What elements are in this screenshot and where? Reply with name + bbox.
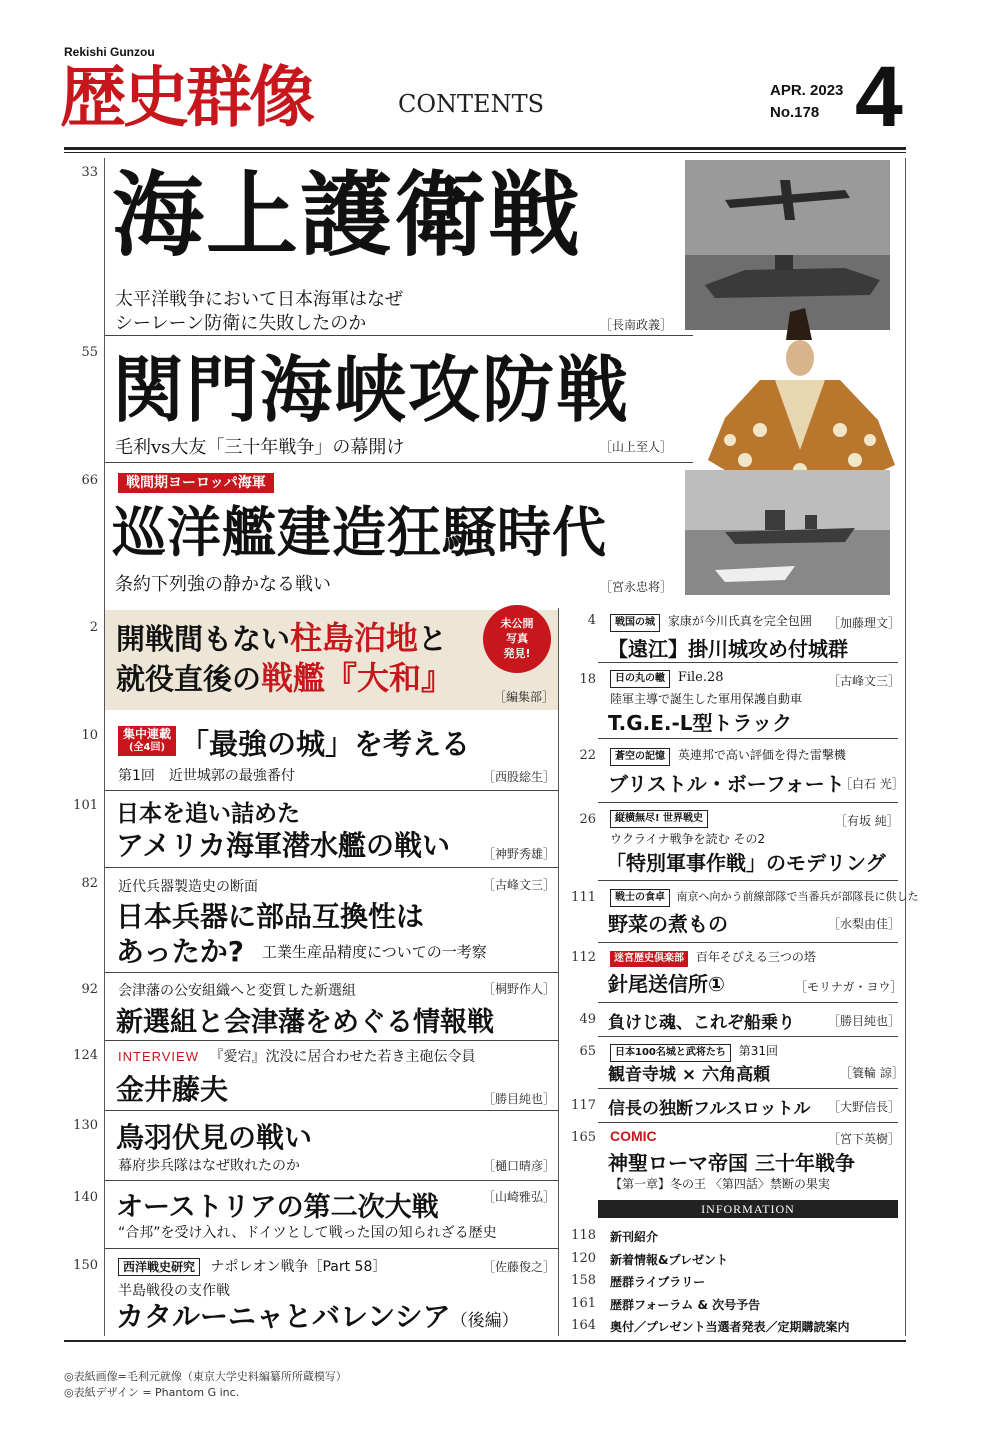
author-credit: ［山崎雅弘］ xyxy=(483,1190,556,1204)
article-pre: 近代兵器製造史の断面 xyxy=(118,879,258,895)
article-pre: 百年そびえる三つの塔 xyxy=(695,950,816,964)
series-tag-sub: (全4回) xyxy=(128,742,166,753)
separator xyxy=(105,1040,558,1041)
article-title[interactable]: 日本兵器に部品互換性は xyxy=(116,900,425,933)
interview-row xyxy=(118,1046,475,1066)
separator xyxy=(598,1036,898,1037)
separator xyxy=(105,1180,558,1181)
separator xyxy=(598,802,898,803)
page-number: 165 xyxy=(571,1130,596,1145)
article-title[interactable]: 針尾送信所① xyxy=(608,972,725,996)
author-credit: ［勝目純也］ xyxy=(483,1092,556,1106)
article-pre-row xyxy=(610,948,816,967)
new-photo-badge xyxy=(483,605,551,673)
section-tag: 日の丸の轍 xyxy=(610,670,670,688)
masthead-romaji: Rekishi Gunzou xyxy=(64,45,155,59)
page-number: 92 xyxy=(81,982,98,997)
article-title[interactable]: 観音寺城 × 六角高頼 xyxy=(608,1065,771,1085)
section-tag: 日本100名城と武将たち xyxy=(610,1044,731,1062)
author-credit: ［山上至人］ xyxy=(600,440,673,454)
page-number: 140 xyxy=(73,1190,98,1205)
separator xyxy=(105,1248,558,1249)
article-pre-row xyxy=(610,888,919,907)
article-pre: 会津藩の公安組織へと変質した新選組 xyxy=(118,983,356,999)
footer-design-credit: ◎表紙デザイン = Phantom G inc. xyxy=(64,1386,240,1399)
author-credit: ［長南政義］ xyxy=(600,318,673,332)
separator xyxy=(105,335,693,336)
article-title[interactable]: アメリカ海軍潜水艦の戦い xyxy=(116,829,451,862)
article-title[interactable]: T.G.E.-L型トラック xyxy=(608,711,793,735)
article-title: カタルーニャとバレンシア xyxy=(116,1300,451,1333)
page-number: 4 xyxy=(587,613,596,628)
page-number: 66 xyxy=(81,473,98,488)
page-number: 55 xyxy=(81,345,98,360)
separator xyxy=(598,662,898,663)
info-item[interactable]: 奥付／プレゼント当選者発表／定期購読案内 xyxy=(610,1320,850,1334)
article-title[interactable]: 「最強の城」を考える xyxy=(180,727,471,761)
page-number: 49 xyxy=(579,1012,596,1027)
separator xyxy=(105,790,558,791)
feature-title[interactable]: 巡洋艦建造狂騒時代 xyxy=(112,500,607,564)
article-pre-row xyxy=(610,810,708,828)
page-number: 82 xyxy=(81,876,98,891)
section-tag: 縦横無尽! 世界戦史 xyxy=(610,810,708,828)
author-credit: ［有坂 純］ xyxy=(835,814,899,828)
author-credit: ［宮下英樹］ xyxy=(828,1132,901,1146)
page-number: 112 xyxy=(571,950,596,965)
page-number: 10 xyxy=(81,728,98,743)
separator xyxy=(105,972,558,973)
page-number: 18 xyxy=(579,672,596,687)
feature-subtitle: 条約下列強の静かなる戦い xyxy=(115,574,331,595)
page-number: 111 xyxy=(571,890,596,905)
page-number: 158 xyxy=(571,1273,596,1288)
page-number: 161 xyxy=(571,1296,596,1311)
special-text: 開戦間もない xyxy=(116,622,291,656)
column-divider xyxy=(558,608,559,1336)
separator xyxy=(598,942,898,943)
page-number: 150 xyxy=(73,1258,98,1273)
portrait-illustration xyxy=(700,300,900,490)
separator xyxy=(598,738,898,739)
separator xyxy=(598,1088,898,1089)
page-number: 22 xyxy=(579,748,596,763)
special-title-line1 xyxy=(116,618,447,659)
article-pre: ナポレオン戦争［Part 58］ xyxy=(210,1259,387,1275)
article-subtitle: 半島戦役の支作戦 xyxy=(118,1283,230,1299)
section-tag: 戦士の食卓 xyxy=(610,889,670,907)
page-number: 65 xyxy=(579,1044,596,1059)
author-credit: ［桐野作人］ xyxy=(483,982,556,996)
article-pre: 南京へ向かう前線部隊で当番兵が部隊長に供した xyxy=(676,890,919,903)
author-credit: ［古峰文三］ xyxy=(483,878,556,892)
masthead-rule xyxy=(64,147,906,150)
article-subtitle: 陸軍主導で誕生した軍用保護自動車 xyxy=(610,692,803,706)
author-credit: ［大野信長］ xyxy=(828,1100,901,1114)
special-highlight: 戦艦『大和』 xyxy=(261,659,454,697)
article-title[interactable]: 新選組と会津藩をめぐる情報戦 xyxy=(116,1007,494,1038)
article-title[interactable]: ブリストル・ボーフォート xyxy=(608,772,845,796)
page-number: 124 xyxy=(73,1048,98,1063)
masthead-rule-thin xyxy=(64,152,906,153)
issue-number: No.178 xyxy=(770,104,820,121)
article-title[interactable]: 神聖ローマ帝国 三十年戦争 xyxy=(608,1151,855,1175)
section-tag: 戦国の城 xyxy=(610,614,660,632)
comic-kicker: COMIC xyxy=(610,1128,657,1144)
article-title[interactable]: オーストリアの第二次大戦 xyxy=(116,1192,439,1223)
separator xyxy=(105,1110,558,1111)
article-pre-row xyxy=(610,670,724,688)
article-pre: 家康が今川氏真を完全包囲 xyxy=(667,614,812,628)
interview-kicker: INTERVIEW xyxy=(118,1049,199,1064)
masthead-logo: 歴史群像 xyxy=(60,59,312,136)
author-credit: ［西股総生］ xyxy=(483,770,556,784)
author-credit: ［白石 光］ xyxy=(840,777,904,791)
page-number: 101 xyxy=(73,798,98,813)
page-number: 117 xyxy=(571,1098,596,1113)
article-title[interactable]: 負けじ魂、これぞ船乗り xyxy=(608,1013,795,1033)
article-pre: 第31回 xyxy=(738,1044,778,1058)
series-tag-label xyxy=(118,726,176,756)
author-credit: ［佐藤俊之］ xyxy=(483,1260,556,1274)
author-credit: ［樋口晴彦］ xyxy=(483,1159,556,1173)
page-number: 26 xyxy=(579,812,596,827)
feature-tag-label: 戦間期ヨーロッパ海軍 xyxy=(118,473,274,493)
badge-text: 未公開 xyxy=(500,617,534,630)
special-text: 就役直後の xyxy=(116,662,262,696)
badge-text: 発見! xyxy=(503,647,531,660)
author-credit: ［モリナガ・ヨウ］ xyxy=(795,980,903,994)
author-credit: ［簑輪 諒］ xyxy=(840,1066,904,1080)
article-pre: 英連邦で高い評価を得た雷撃機 xyxy=(677,748,846,762)
issue-big-number: 4 xyxy=(855,49,903,145)
section-tag: 蒼空の記憶 xyxy=(610,748,670,766)
article-title-row[interactable] xyxy=(116,1295,519,1335)
article-title[interactable]: 信長の独断フルスロットル xyxy=(608,1099,811,1119)
series-tag-text: 集中連載 xyxy=(123,727,172,741)
contents-label: CONTENTS xyxy=(398,90,545,118)
page-number: 130 xyxy=(73,1118,98,1133)
article-pre-row xyxy=(610,1042,778,1062)
info-item[interactable]: 歴群フォーラム & 次号予告 xyxy=(610,1298,761,1312)
article-title[interactable]: 「特別軍事作戦」のモデリング xyxy=(606,851,886,875)
article-title[interactable]: あったか? xyxy=(116,935,244,968)
article-title[interactable]: 日本を追い詰めた xyxy=(116,801,300,827)
info-item[interactable]: 新着情報&プレゼント xyxy=(610,1253,728,1267)
special-title-line2 xyxy=(116,658,453,699)
information-header: INFORMATION xyxy=(598,1200,898,1218)
info-item[interactable]: 新刊紹介 xyxy=(610,1230,659,1244)
separator xyxy=(598,1002,898,1003)
author-credit: ［水梨由佳］ xyxy=(828,917,901,931)
page-number: 120 xyxy=(571,1251,596,1266)
series-tag xyxy=(118,726,176,756)
harbor-cruiser-photo xyxy=(685,470,890,595)
footer-cover-credit: ◎表紙画像=毛利元就像（東京大学史料編纂所所蔵模写） xyxy=(64,1370,347,1383)
article-pre: 『愛宕』沈没に居合わせた若き主砲伝令員 xyxy=(209,1049,476,1065)
article-pre-row xyxy=(118,1256,386,1276)
author-credit: ［宮永忠将］ xyxy=(600,580,673,594)
feature-tag xyxy=(118,472,274,493)
article-pre-row xyxy=(610,746,846,766)
frame-right xyxy=(905,158,906,1336)
article-pre-row xyxy=(610,612,812,632)
author-credit: ［古峰文三］ xyxy=(828,674,901,688)
separator xyxy=(105,867,558,868)
page-number: 33 xyxy=(81,165,98,180)
info-item[interactable]: 歴群ライブラリー xyxy=(610,1275,706,1289)
article-subtitle: 第1回 近世城郭の最強番付 xyxy=(118,768,295,784)
article-title-suffix: （後編） xyxy=(450,1311,519,1331)
section-tag: 西洋戦史研究 xyxy=(118,1258,200,1276)
article-title[interactable]: 【遠江】掛川城攻め付城群 xyxy=(608,637,848,661)
feature-title[interactable]: 関門海峡攻防戦 xyxy=(112,347,631,432)
article-pre: File.28 xyxy=(677,670,724,685)
article-title[interactable]: 金井藤夫 xyxy=(116,1073,229,1106)
article-subtitle: 工業生産品精度についての一考察 xyxy=(262,943,487,961)
section-tag: 迷宮歴史倶楽部 xyxy=(610,951,688,967)
article-title[interactable]: 野菜の煮もの xyxy=(608,912,728,936)
author-credit: ［神野秀雄］ xyxy=(483,847,556,861)
feature-subtitle: 太平洋戦争において日本海軍はなぜ xyxy=(115,289,403,310)
author-credit: ［勝目純也］ xyxy=(828,1014,901,1028)
article-subtitle: “合邦”を受け入れ、ドイツとして戦った国の知られざる歴史 xyxy=(118,1225,497,1241)
article-subtitle: 【第一章】冬の王 〈第四話〉禁断の果実 xyxy=(610,1177,830,1191)
author-credit: ［編集部］ xyxy=(494,690,555,704)
article-subtitle: ウクライナ戦争を読む その2 xyxy=(610,832,766,846)
author-credit: ［加藤理文］ xyxy=(828,616,901,630)
feature-subtitle: シーレーン防衛に失敗したのか xyxy=(115,313,367,334)
page-number: 164 xyxy=(571,1318,596,1333)
bottom-rule xyxy=(64,1340,906,1342)
page-number: 2 xyxy=(89,620,98,635)
special-text: と xyxy=(418,622,448,656)
separator xyxy=(105,462,693,463)
special-highlight: 柱島泊地 xyxy=(290,619,419,657)
feature-title[interactable]: 海上護衛戦 xyxy=(112,161,583,269)
article-subtitle: 幕府歩兵隊はなぜ敗れたのか xyxy=(118,1158,300,1174)
badge-text: 写真 xyxy=(506,632,528,645)
issue-month: APR. 2023 xyxy=(770,82,844,99)
feature-subtitle: 毛利vs大友「三十年戦争」の幕開け xyxy=(115,437,405,458)
separator xyxy=(598,880,898,881)
page-number: 118 xyxy=(571,1228,596,1243)
separator xyxy=(598,1122,898,1123)
article-title[interactable]: 鳥羽伏見の戦い xyxy=(116,1121,313,1154)
